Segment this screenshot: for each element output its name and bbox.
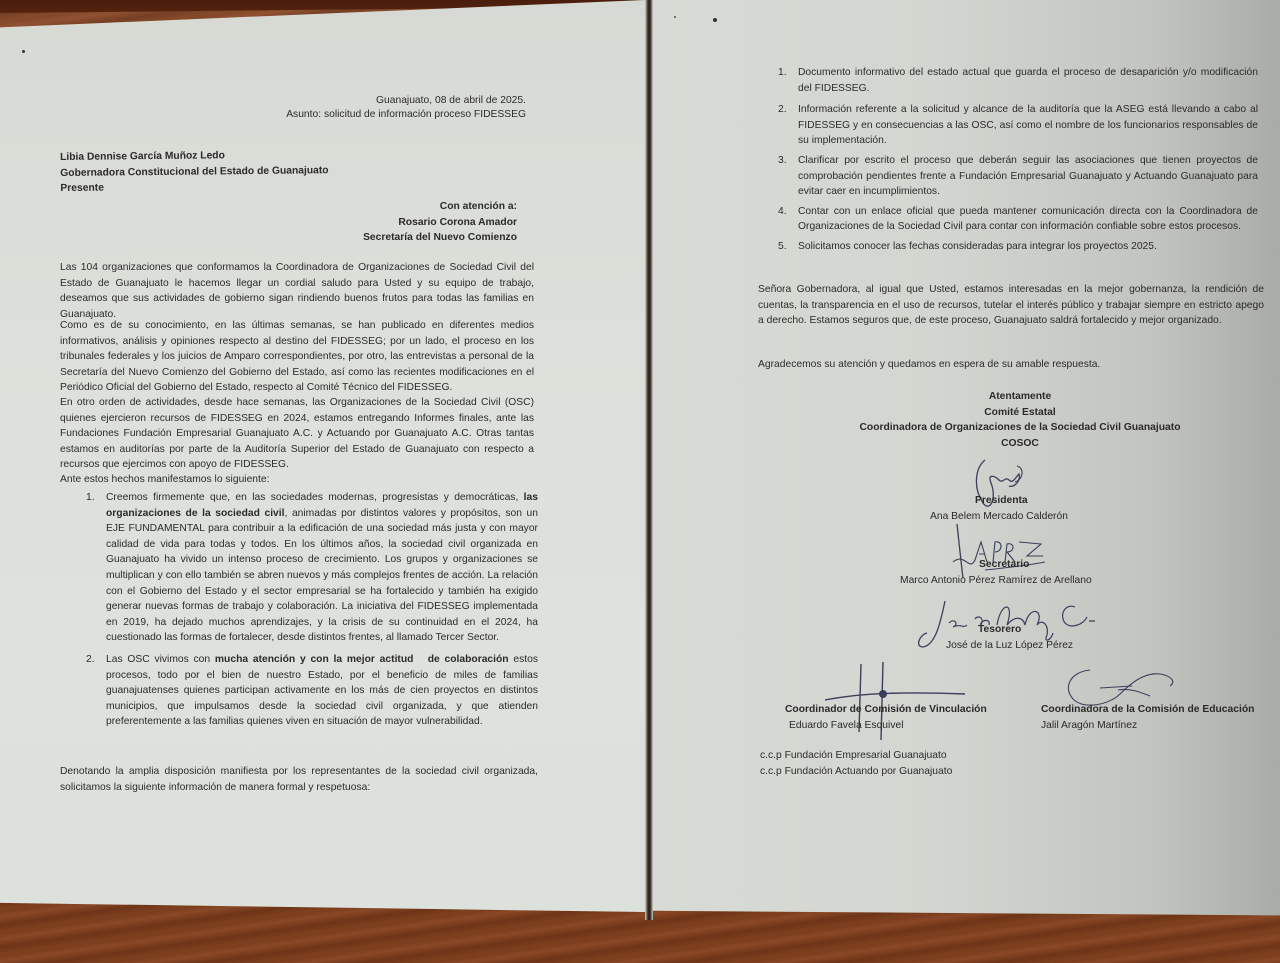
emphasis: mucha atención y con la mejor actitud de colaboración (214, 653, 509, 665)
signatory-role-presidenta: Presidenta (975, 495, 1028, 506)
cc-line: c.c.p Fundación Empresarial Guanajuato (760, 750, 947, 761)
sign-off-block (840, 389, 1200, 451)
attention-label: Con atención a: (439, 201, 517, 212)
signatory-name-vinculacion: Eduardo Favela Esquivel (789, 720, 904, 731)
activities-paragraph: En otro orden de actividades, desde hace semanas, las Organizaciones de la Sociedad Civil (OSC) quienes ejercieron recursos de FIDESSEG en 2024, estamos entregando Informes finales, ante las Fundaciones Fundación Empresarial Guanajuato A.C. y Actuando por Guanajuato A.C. Otras tantas estamos en auditorías por parte de la Auditoría Superior del Estado de Guanajuato con respecto a recursos que ejercimos con apoyo de FIDESSEG. (60, 397, 534, 471)
signatory-name-educacion: Jalil Aragón Martínez (1041, 720, 1138, 731)
statements-list (86, 490, 538, 735)
addressee-salutation: Presente (60, 182, 104, 195)
addressee-title: Gobernadora Constitucional del Estado de Guanajuato (60, 164, 329, 179)
statement-number: 1. (86, 492, 95, 503)
sign-off-acronym: COSOC (1001, 437, 1039, 449)
signatory-role-vinculacion: Coordinador de Comisión de Vinculación (785, 704, 987, 715)
signatory-name-tesorero: José de la Luz López Pérez (946, 640, 1074, 651)
attention-block (300, 199, 517, 246)
statements-intro: Ante estos hechos manifestamos lo siguiente: (60, 474, 270, 485)
signatory-role-secretario: Secretario (979, 559, 1030, 570)
cc-block (760, 748, 1060, 779)
request-item: 5. Solicitamos conocer las fechas consideradas para integrar los proyectos 2025. (778, 239, 1258, 255)
request-number: 1. (778, 67, 787, 78)
request-item: 2. Información referente a la solicitud y alcance de la auditoría que la ASEG está llevando a cabo al FIDESSEG y en consecuencias a las OSC, así como el nombre de los funcionarios responsables de su implementación. (778, 104, 1258, 147)
paper-speck (22, 50, 25, 53)
request-number: 4. (778, 205, 787, 217)
attention-name: Rosario Corona Amador (398, 216, 517, 228)
request-number: 3. (778, 154, 787, 166)
statement-number: 2. (86, 653, 95, 665)
letter-date: Guanajuato, 08 de abril de 2025. (376, 95, 526, 106)
paper-speck (674, 16, 676, 18)
governance-paragraph: Señora Gobernadora, al igual que Usted, estamos interesadas en la mejor gobernanza, la rendición de cuentas, la transparencia en el uso de recursos, tutelar el interés público y trabajar siempre en estricto apego a derecho. Estamos seguros que, de este proceso, Guanajuato saldrá fortalecido y mejor organizado. (758, 284, 1264, 327)
sign-off-regards: Atentamente (988, 391, 1052, 402)
signatory-name-presidenta: Ana Belem Mercado Calderón (930, 511, 1068, 522)
attention-office: Secretaría del Nuevo Comienzo (363, 232, 517, 244)
letter-subject: Asunto: solicitud de información proceso FIDESSEG (286, 109, 526, 120)
context-paragraph: Como es de su conocimiento, en las últimas semanas, se han publicado en diferentes medios informativos, análisis y opiniones respecto al destino del FIDESSEG; por un lado, el proceso en los tribunales federales y los juicios de Amparo correspondientes, por otro, las entrevistas a personal de la Secretaría del Nuevo Comienzo del Gobierno del Estado, así como las recientes modificaciones en el Periódico Oficial del Gobierno del Estado, respecto al Comité Técnico del FIDESSEG. (60, 320, 534, 394)
sign-off-committee: Comité Estatal (984, 406, 1056, 418)
request-item: 3. Clarificar por escrito el proceso que deberán seguir las asociaciones que tienen proyectos de comprobación pendientes frente a Fundación Empresarial Guanajuato y Actuando Guanajuato para evitar caer en incumplimientos. (778, 154, 1258, 198)
sign-off-organization: Coordinadora de Organizaciones de la Sociedad Civil Guanajuato (859, 422, 1181, 434)
signatory-role-tesorero: Tesorero (978, 624, 1022, 635)
requests-list (778, 65, 1258, 260)
cc-line: c.c.p Fundación Actuando por Guanajuato (760, 765, 953, 777)
request-item: 1. Documento informativo del estado actual que guarda el proceso de desaparición y/o modificación del FIDESSEG. (778, 67, 1258, 94)
emphasis: las organizaciones de la sociedad civil (106, 492, 538, 519)
request-intro-paragraph: Denotando la amplia disposición manifiesta por los representantes de la sociedad civil organizada, solicitamos la siguiente información de manera formal y respetuosa: (60, 766, 538, 793)
signatory-name-secretario: Marco Antonio Pérez Ramírez de Arellano (900, 575, 1092, 586)
request-number: 5. (778, 240, 787, 252)
intro-paragraph: Las 104 organizaciones que conformamos la Coordinadora de Organizaciones de Sociedad Civil del Estado de Guanajuato le hacemos llegar un cordial saludo para Usted y su equipo de trabajo, deseamos que sus actividades de gobierno sigan rindiendo buenos frutos para todas las familias en Guanajuato. (60, 262, 534, 320)
request-item: 4. Contar con un enlace oficial que pueda mantener comunicación directa con la Coordinadora de Organizaciones de la Sociedad Civil para contar con información confiable sobre estos procesos. (778, 205, 1258, 233)
paper-speck (713, 18, 717, 22)
request-number: 2. (778, 104, 787, 116)
signatory-role-educacion: Coordinadora de la Comisión de Educación (1041, 704, 1255, 715)
addressee-block (60, 146, 460, 197)
thanks-paragraph: Agradecemos su atención y quedamos en espera de su amable respuesta. (758, 359, 1101, 370)
addressee-name: Libia Dennise García Muñoz Ledo (60, 150, 225, 163)
page-gap (645, 0, 653, 920)
statement-item: 1. Creemos firmemente que, en las sociedades modernas, progresistas y democráticas, las organizaciones de la sociedad civil, animadas por distintos valores y propósitos, son un EJE FUNDAMENTAL para contribuir a la edificación de una sociedad más justa y con mayor calidad de vida para todas y todos. En los últimos años, la sociedad civil organizada en Guanajuato ha vivido un intenso proceso de crecimiento. Los grupos y organizaciones se multiplican y con ello también se abren nuevos y más complejos frentes de acción. La relación con el Gobierno del Estado y el sector empresarial se ha fortalecido y también ha exigido generar nuevas formas de trabajo y colaboración. La iniciativa del FIDESSEG implementada en 2019, ha dejado muchos aprendizajes, y la crisis de su continuidad en el 2024, ha cuestionado las formas de fortalecer, desde distintos frentes, al llamado Tercer Sector. (86, 492, 538, 644)
statement-item: 2. Las OSC vivimos con mucha atención y con la mejor actitud de colaboración estos procesos, todo por el bien de nuestro Estado, por el beneficio de miles de familias guanajuatenses quienes participan activamente en los más de cien proyectos en distintos municipios, que impulsamos desde la sociedad civil organizada, y que atienden preferentemente a las familias quienes viven en situación de mayor vulnerabilidad. (86, 653, 538, 728)
